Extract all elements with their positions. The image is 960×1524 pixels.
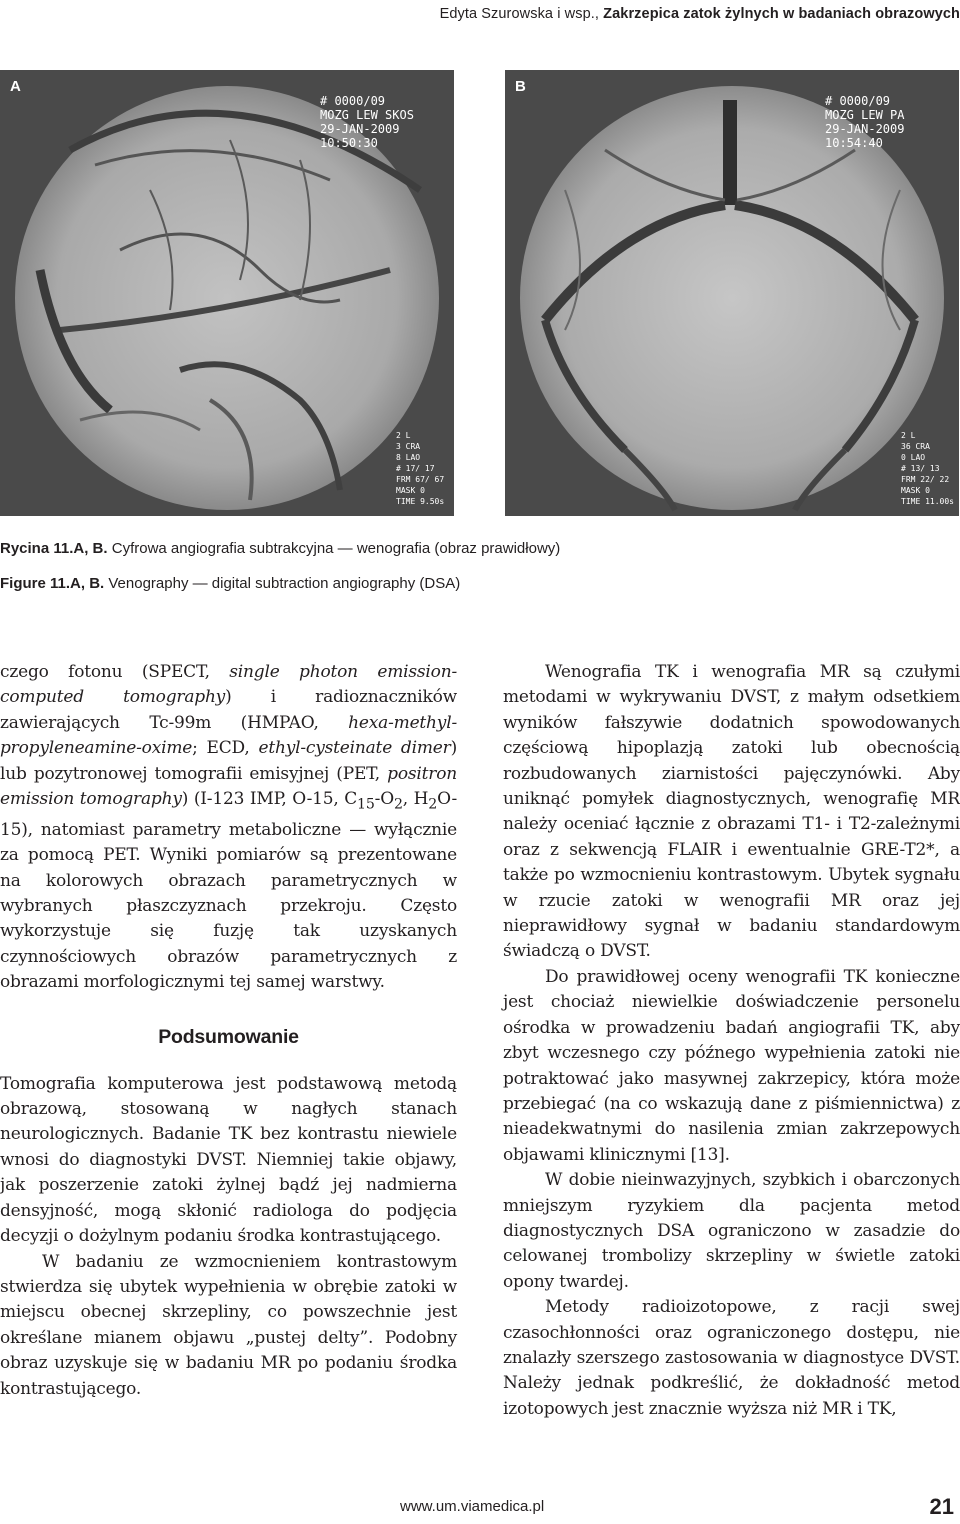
right-paragraph-2: Do prawidłowej oceny wenografii TK konieczne jest chociaż niewielkie doświadczenie personelu ośrodka w prowadzeniu badań angiografii TK, aby zbyt wczesnego czy późnego wypełnienia zatoki nie potraktować jako masywnej zakrzepicy, która może przebiegać (na co wskazują dane z piśmiennictwa) z nieadekwatnymi do nasilenia zmian zakrzepowych objawami klinicznymi [13]. <box>503 966 960 1165</box>
left-column <box>0 660 457 1402</box>
journal-url[interactable]: www.um.viamedica.pl <box>400 1498 545 1515</box>
panel-b-overlay-params: 2 L 36 CRA 0 LAO # 13/ 13 FRM 22/ 22 MASK 0 TIME 11.00s <box>901 431 954 506</box>
panel-a-letter: A <box>10 78 21 95</box>
left-paragraph-1: czego fotonu (SPECT, single photon emission-computed tomography) i radioznaczników zawierających Tc-99m (HMPAO, hexa-methyl-propyleneamine-oxime; ECD, ethyl-cysteinate dimer) lub pozytronowej tomografii emisyjnej (PET, positron emission tomography) (I-123 IMP, O-15, $C_{15}-O_2$, $H_2O-15$), natomiast parametry metaboliczne — wyłącznie za pomocą PET. Wyniki pomiarów są prezentowane na kolorowych obrazach parametrycznych w wybranych płaszczyznach przekroju. Często wykorzystuje się fuzję tak uzyskanych czynnościowych obrazów parametrycznych z obrazami morfologicznymi tej samej warstwy. <box>0 662 457 993</box>
running-head-title: Zakrzepica zatok żylnych w badaniach obrazowych <box>603 6 960 22</box>
caption-english-text: Venography — digital subtraction angiography (DSA) <box>108 575 461 592</box>
figure-panel-b <box>505 70 959 516</box>
panel-b-letter: B <box>515 78 526 95</box>
caption-english-label: Figure 11.A, B. <box>0 575 105 592</box>
panel-a-overlay-params: 2 L 3 CRA 8 LAO # 17/ 17 FRM 67/ 67 MASK 0 TIME 9.50s <box>396 431 445 506</box>
figure-caption-english <box>0 575 460 592</box>
section-heading: Podsumowanie <box>158 1025 299 1048</box>
figure-panel-a <box>0 70 454 516</box>
right-paragraph-1: Wenografia TK i wenografia MR są czułymi metodami w wykrywaniu DVST, z małym odsetkiem wyników fałszywie dodatnich spowodowanych częściową hipoplazją zatoki lub obecnością rozbudowanych ziarnistości pajęczynówki. Aby uniknąć pomyłek diagnostycznych, wenografię MR należy oceniać łącznie z obrazami T1- i T2-zależnymi oraz z sekwencją FLAIR i ewentualnie GRE-T2*, a także po wzmocnieniu kontrastowym. Ubytek sygnału w rzucie zatoki w wenografii MR oraz jej nieprawidłowy sygnał w badaniu standardowym świadczą o DVST. <box>503 662 960 962</box>
running-head-authors: Edyta Szurowska i wsp. <box>439 6 595 22</box>
panel-b-overlay-header: # 0000/09 MOZG LEW PA 29-JAN-2009 10:54:40 <box>825 94 905 150</box>
right-paragraph-4: Metody radioizotopowe, z racji swej czasochłonności oraz ograniczonego dostępu, nie znalazły szerszego zastosowania w diagnostyce DVST. Należy jednak podkreślić, że dokładność metod izotopowych jest znacznie wyższa niż MR i TK, <box>503 1297 960 1419</box>
page-number: 21 <box>929 1494 954 1519</box>
panel-a-overlay-header: # 0000/09 MOZG LEW SKOS 29-JAN-2009 10:50:30 <box>320 94 414 150</box>
caption-polish-text: Cyfrowa angiografia subtrakcyjna — wenografia (obraz prawidłowy) <box>111 540 561 557</box>
running-head: Edyta Szurowska i wsp., Zakrzepica zatok żylnych w badaniach obrazowych <box>439 6 960 22</box>
left-paragraph-2: Tomografia komputerowa jest podstawową metodą obrazową, stosowaną w nagłych stanach neurologicznych. Badanie TK bez kontrastu niewiele wnosi do diagnostyki DVST. Niemniej takie objawy, jak poszerzenie zatoki żylnej bądź jej nadmierna densyjność, mogą skłonić radiologa do podjęcia decyzji o dożylnym podaniu środka kontrastującego. <box>0 1073 457 1247</box>
right-paragraph-3: W dobie nieinwazyjnych, szybkich i obarczonych mniejszym ryzykiem dla pacjenta metod diagnostycznych DSA ograniczono w zasadzie do celowanej trombolizy skrzepliny w świetle zatoki opony twardej. <box>503 1170 960 1292</box>
left-paragraph-3: W badaniu ze wzmocnieniem kontrastowym stwierdza się ubytek wypełnienia w obrębie zatoki w miejscu obecnej skrzepliny, co powszechnie jest określane mianem objawu „pustej delty”. Podobny obraz uzyskuje się w badaniu MR po podaniu środka kontrastującego. <box>0 1251 457 1399</box>
caption-polish-label: Rycina 11.A, B. <box>0 540 108 557</box>
figure-caption-polish <box>0 540 560 557</box>
page-footer <box>0 1494 960 1524</box>
right-column <box>503 660 960 1422</box>
